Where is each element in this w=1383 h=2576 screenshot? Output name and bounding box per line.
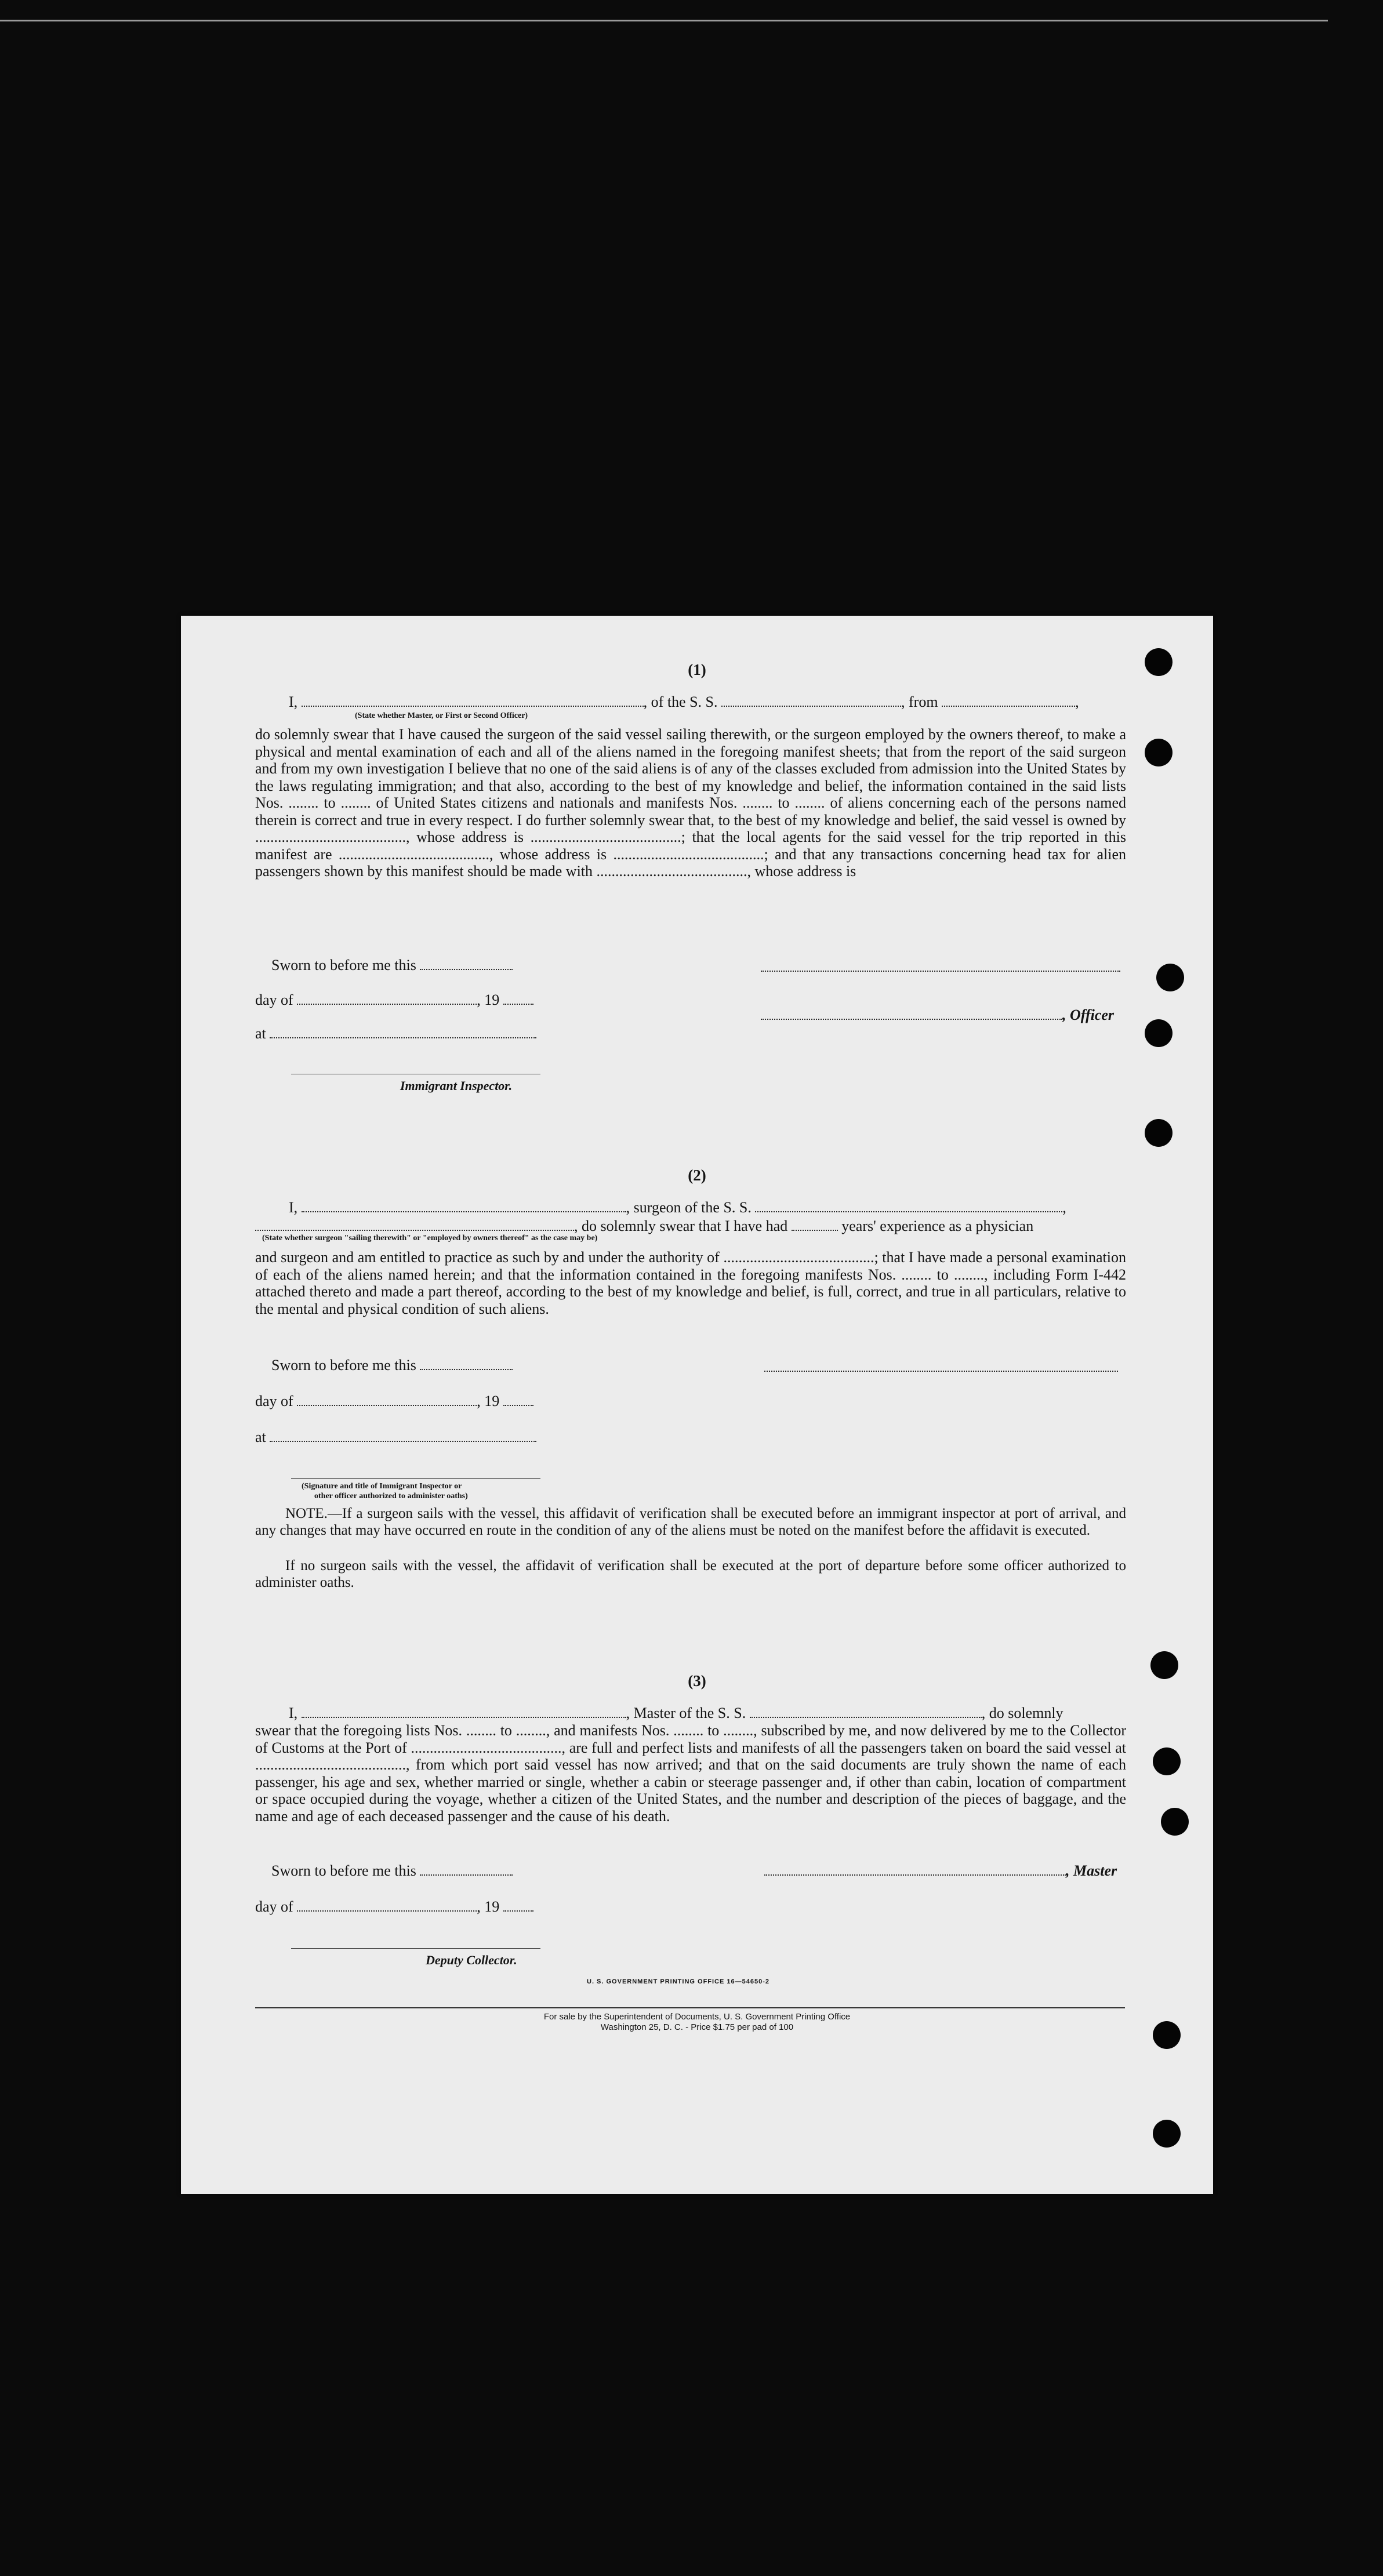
punch-hole	[1156, 964, 1184, 991]
section-2-day	[255, 1393, 533, 1410]
section-2-number: (2)	[688, 1167, 706, 1184]
text: , surgeon of the S. S.	[626, 1199, 752, 1216]
note-paragraph-2: If no surgeon sails with the vessel, the affidavit of verification shall be executed at the port of departure before some officer authorized to administer oaths.	[255, 1558, 1126, 1590]
master-signature-field[interactable]	[764, 1863, 1066, 1876]
master-name-field[interactable]	[302, 1705, 626, 1718]
section-1-body: do solemnly swear that I have caused the surgeon of the said vessel sailing therewith, or the surgeon employed by the owners thereof, to make a physical and mental examination of each and all of the aliens named in the foregoing manifest sheets; that from the report of the said surgeon and from my own investigation I believe that no one of the said aliens is of any of the classes excluded from admission into the United States by the laws regulating immigration; and that also, according to the best of my knowledge and belief, the information contained in the said lists Nos. ........ to ........ of United States citizens and nationals and manifests Nos. ........ to ........ of aliens concerning each of the persons named therein is correct and true in every respect. I do further solemnly swear that, to the best of my knowledge and belief, the said vessel is owned by ........................................, whose address is ........................................; that the local agents for the said vessel for the trip reported in this manifest are ........................................, whose address is ........................................; and that any transactions concerning head tax for alien passengers shown by this manifest should be made with ........................................, whose address is	[255, 726, 1126, 880]
text: day of	[255, 991, 293, 1008]
witness-signature-line[interactable]	[291, 1478, 540, 1479]
text: , Officer	[1062, 1007, 1115, 1023]
text: Sworn to before me this	[271, 1357, 416, 1374]
punch-hole	[1153, 2120, 1181, 2148]
manifest-page	[181, 616, 1213, 2194]
sworn-date-field[interactable]	[420, 1863, 513, 1876]
text: I,	[289, 1199, 298, 1216]
text: , Master	[1066, 1862, 1117, 1879]
section-2-at	[255, 1429, 536, 1446]
section-3-body: swear that the foregoing lists Nos. ........ to ........, and manifests Nos. ........ to ........, subscribed by me, and now delivered by me to the Collector of Customs at the Port of ........................................, are full and perfect lists and manifests of all the passengers taken on board the said vessel at ........................................, from which port said vessel has now arrived; and that on the said documents are truly shown the name of each passenger, his age and sex, whether married or single, whether a cabin or steerage passenger and, if other than cabin, location of compartment or space occupied during the voyage, whether a citizen of the United States, and the number and description of the pieces of baggage, and the name and age of each deceased passenger and the cause of his death.	[255, 1722, 1126, 1825]
collector-signature-line[interactable]	[291, 1948, 540, 1949]
section-1-number: (1)	[688, 661, 706, 678]
text: , from	[901, 693, 938, 710]
at-place-field[interactable]	[270, 1429, 536, 1442]
officer-name-field[interactable]	[302, 694, 644, 707]
surgeon-type-field[interactable]	[255, 1218, 574, 1231]
printing-office-mark: U. S. GOVERNMENT PRINTING OFFICE 16—54650-2	[587, 1978, 770, 1985]
footer-rule	[255, 2007, 1125, 2008]
punch-hole	[1145, 739, 1173, 766]
section-2-second-line	[255, 1218, 1033, 1235]
text: at	[255, 1429, 266, 1445]
punch-hole	[1153, 1747, 1181, 1775]
text: , do solemnly	[981, 1705, 1063, 1721]
section-3-number: (3)	[688, 1672, 706, 1690]
master-vessel-field[interactable]	[750, 1705, 982, 1718]
text: ,	[1075, 693, 1079, 710]
day-month-field[interactable]	[297, 1899, 477, 1912]
punch-hole	[1161, 1808, 1189, 1836]
note-paragraph-1: NOTE.—If a surgeon sails with the vessel, this affidavit of verification shall be executed before an immigrant inspector at port of arrival, and any changes that may have occurred en route in the condition of any of the aliens must be noted on the manifest before the affidavit is executed.	[255, 1506, 1126, 1538]
section-1-first-line	[289, 693, 1079, 711]
sworn-date-field[interactable]	[420, 957, 513, 970]
years-field[interactable]	[792, 1218, 838, 1231]
section-2-body: and surgeon and am entitled to practice as such by and under the authority of ........................................; that I have made a personal examination of each of the aliens named herein; and that the information contained in the foregoing manifests Nos. ........ to ........, including Form I-442 attached thereto and made a part thereof, according to the best of my knowledge and belief, is full, correct, and true in all particulars, relative to the mental and physical condition of such aliens.	[255, 1249, 1126, 1317]
text: , of the S. S.	[643, 693, 718, 710]
text: day of	[255, 1898, 293, 1915]
text: at	[255, 1025, 266, 1042]
vessel-name-field[interactable]	[721, 694, 901, 707]
text: Sworn to before me this	[271, 1862, 416, 1879]
section-2-sworn	[271, 1357, 513, 1374]
section-3-sworn	[271, 1862, 513, 1880]
text: I,	[289, 1705, 298, 1721]
deputy-collector-label: Deputy Collector.	[426, 1953, 517, 1967]
section-1-at	[255, 1025, 536, 1042]
section-3-master	[764, 1862, 1117, 1880]
signature-caption-1: (Signature and title of Immigrant Inspector or	[302, 1482, 462, 1491]
day-month-field[interactable]	[297, 992, 477, 1005]
at-place-field[interactable]	[270, 1026, 536, 1038]
punch-hole	[1145, 1119, 1173, 1147]
text: I,	[289, 693, 298, 710]
text: years' experience as a physician	[841, 1218, 1034, 1234]
section-1-day	[255, 991, 533, 1009]
year-field[interactable]	[503, 1899, 533, 1912]
section-1-officer	[761, 1007, 1114, 1024]
from-port-field[interactable]	[942, 694, 1075, 707]
sworn-date-field[interactable]	[420, 1357, 513, 1370]
text: , do solemnly swear that I have had	[574, 1218, 788, 1234]
punch-hole	[1145, 1019, 1173, 1047]
text: , 19	[477, 1393, 500, 1409]
officer-signature-line[interactable]	[761, 971, 1120, 972]
text: day of	[255, 1393, 293, 1409]
footer-line-2: Washington 25, D. C. - Price $1.75 per pad of 100	[600, 2022, 794, 2032]
year-field[interactable]	[503, 1393, 533, 1406]
text: , 19	[477, 991, 500, 1008]
section-3-first-line	[289, 1705, 1063, 1722]
surgeon-signature-line[interactable]	[764, 1371, 1118, 1372]
surgeon-name-field[interactable]	[302, 1200, 626, 1212]
section-1-caption: (State whether Master, or First or Second Officer)	[355, 711, 528, 720]
section-2-caption: (State whether surgeon "sailing therewith" or "employed by owners thereof" as the case may be)	[262, 1234, 598, 1242]
year-field[interactable]	[503, 992, 533, 1005]
officer-title-field[interactable]	[761, 1007, 1062, 1020]
text: , 19	[477, 1898, 500, 1915]
day-month-field[interactable]	[297, 1393, 477, 1406]
footer-line-1: For sale by the Superintendent of Documents, U. S. Government Printing Office	[543, 2012, 851, 2022]
section-2-first-line	[289, 1199, 1066, 1216]
section-3-day	[255, 1898, 533, 1916]
text: Sworn to before me this	[271, 957, 416, 973]
scan-border-line	[0, 20, 1328, 21]
text: ,	[1062, 1199, 1066, 1216]
immigrant-inspector-label: Immigrant Inspector.	[400, 1078, 513, 1093]
surgeon-vessel-field[interactable]	[755, 1200, 1062, 1212]
section-1-sworn	[271, 957, 513, 974]
signature-caption-2: other officer authorized to administer oaths)	[314, 1492, 468, 1500]
text: , Master of the S. S.	[626, 1705, 746, 1721]
